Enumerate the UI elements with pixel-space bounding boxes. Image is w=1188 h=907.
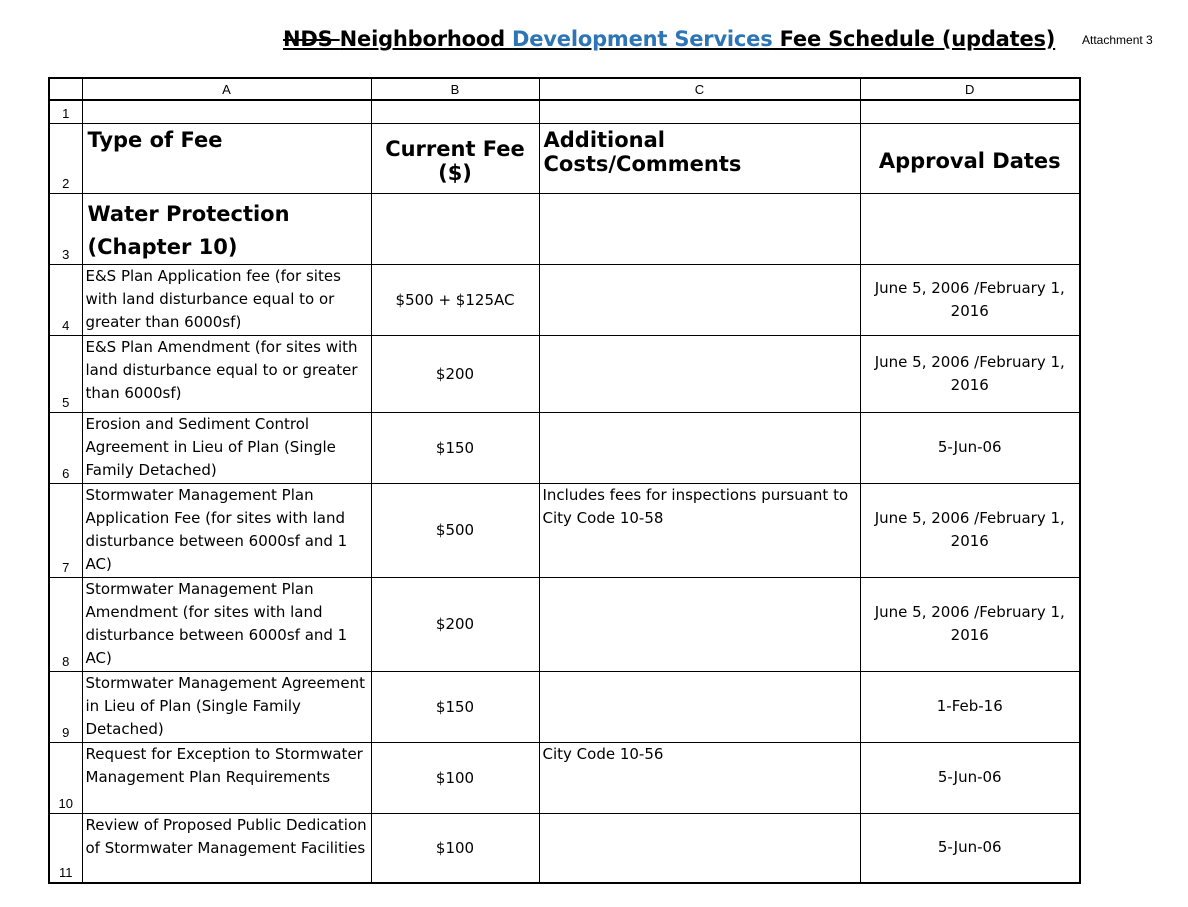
row-number: 3 [49, 193, 82, 264]
comments [539, 264, 860, 335]
current-fee: $500 + $125AC [371, 264, 539, 335]
attachment-label: Attachment 3 [1082, 33, 1153, 47]
row-number: 10 [49, 742, 82, 813]
column-header-b: B [371, 78, 539, 100]
row-number: 11 [49, 813, 82, 883]
fee-type: Stormwater Management Plan Application Fee (for sites with land disturbance between 6000sf and 1 AC) [82, 483, 371, 577]
table-row [49, 742, 1080, 813]
corner-cell [49, 78, 82, 100]
table-row [49, 412, 1080, 483]
row-number: 7 [49, 483, 82, 577]
additional-costs-heading: Additional Costs/Comments [539, 123, 860, 193]
table-row [49, 483, 1080, 577]
table-row [49, 577, 1080, 671]
row-number: 5 [49, 335, 82, 412]
title-struck-text: NDS [283, 27, 340, 51]
column-header-a: A [82, 78, 371, 100]
table-header-row [49, 123, 1080, 193]
row-number: 9 [49, 671, 82, 742]
column-header-row [49, 78, 1080, 100]
approval-dates-heading: Approval Dates [860, 123, 1080, 193]
comments [539, 671, 860, 742]
table-row [49, 335, 1080, 412]
table-row [49, 264, 1080, 335]
row-number: 8 [49, 577, 82, 671]
type-of-fee-heading: Type of Fee [82, 123, 371, 193]
title-text-1: Neighborhood [339, 27, 513, 51]
fee-type: Review of Proposed Public Dedication of Stormwater Management Facilities [82, 813, 371, 883]
fee-schedule-table [48, 77, 1081, 884]
fee-type: E&S Plan Application fee (for sites with land disturbance equal to or greater than 6000sf) [82, 264, 371, 335]
fee-type: E&S Plan Amendment (for sites with land disturbance equal to or greater than 6000sf) [82, 335, 371, 412]
column-header-d: D [860, 78, 1080, 100]
approval-date: June 5, 2006 /February 1, 2016 [860, 264, 1080, 335]
comments [539, 813, 860, 883]
comments: City Code 10-56 [539, 742, 860, 813]
fee-type: Erosion and Sediment Control Agreement in Lieu of Plan (Single Family Detached) [82, 412, 371, 483]
column-header-c: C [539, 78, 860, 100]
comments: Includes fees for inspections pursuant to City Code 10-58 [539, 483, 860, 577]
table-row [49, 100, 1080, 123]
cell [82, 100, 371, 123]
current-fee: $150 [371, 412, 539, 483]
current-fee: $100 [371, 813, 539, 883]
comments [539, 577, 860, 671]
comments [539, 335, 860, 412]
table-row [49, 813, 1080, 883]
cell [539, 100, 860, 123]
row-number: 1 [49, 100, 82, 123]
current-fee: $500 [371, 483, 539, 577]
current-fee: $100 [371, 742, 539, 813]
title-text-2: Fee Schedule (updates) [772, 27, 1056, 51]
document-title [283, 27, 1055, 51]
comments [539, 412, 860, 483]
current-fee: $200 [371, 335, 539, 412]
row-number: 2 [49, 123, 82, 193]
cell [371, 193, 539, 264]
cell [371, 100, 539, 123]
fee-type: Stormwater Management Plan Amendment (for sites with land disturbance between 6000sf and 1 AC) [82, 577, 371, 671]
title-text-blue: Development Services [512, 27, 773, 51]
row-number: 4 [49, 264, 82, 335]
approval-date: 5-Jun-06 [860, 742, 1080, 813]
approval-date: June 5, 2006 /February 1, 2016 [860, 335, 1080, 412]
row-number: 6 [49, 412, 82, 483]
section-row [49, 193, 1080, 264]
cell [539, 193, 860, 264]
cell [860, 193, 1080, 264]
fee-type: Stormwater Management Agreement in Lieu of Plan (Single Family Detached) [82, 671, 371, 742]
section-heading: Water Protection (Chapter 10) [82, 193, 371, 264]
table-row [49, 671, 1080, 742]
current-fee: $200 [371, 577, 539, 671]
approval-date: 5-Jun-06 [860, 412, 1080, 483]
approval-date: 5-Jun-06 [860, 813, 1080, 883]
fee-type: Request for Exception to Stormwater Management Plan Requirements [82, 742, 371, 813]
approval-date: 1-Feb-16 [860, 671, 1080, 742]
approval-date: June 5, 2006 /February 1, 2016 [860, 577, 1080, 671]
approval-date: June 5, 2006 /February 1, 2016 [860, 483, 1080, 577]
current-fee: $150 [371, 671, 539, 742]
current-fee-heading: Current Fee ($) [371, 123, 539, 193]
cell [860, 100, 1080, 123]
